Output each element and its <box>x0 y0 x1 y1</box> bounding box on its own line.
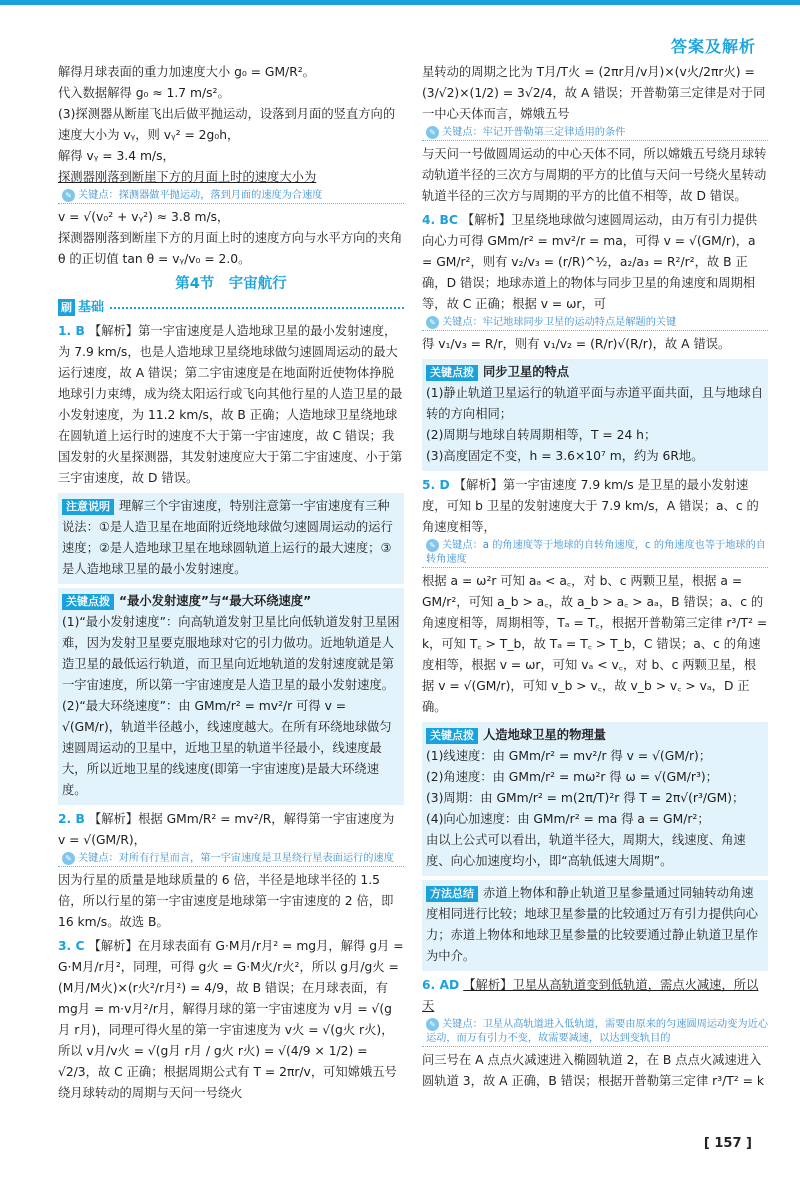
method-text: 赤道上物体和静止轨道卫星参量通过同轴转动角速度相同进行比较；地球卫星参量的比较通过万有引力提供向心力；赤道上物体和地球卫星参量的比较要通过静止轨道卫星作为中介。 <box>426 886 759 963</box>
note-tag: 注意说明 <box>62 499 114 515</box>
left-column <box>58 62 404 1104</box>
key-paragraph: (3)周期：由 GMm/r² = m(2π/T)²r 得 T = 2π√(r³/GM)； <box>426 791 745 805</box>
key-note-icon: ✎ <box>62 852 75 865</box>
text-line: 与天问一号做圆周运动的中心天体不同，所以嫦娥五号绕月球转动轨道半径的三次方与周期的平方的比值与天问一号绕火星转动轨道半径的三次方与周期的平方的比值不相等，故 D 错误。 <box>422 147 767 203</box>
answer-item <box>58 321 404 489</box>
page-number: [ 157 ] <box>703 1136 752 1151</box>
key-point-box <box>422 359 768 471</box>
method-summary-box <box>422 880 768 971</box>
key-point-box <box>58 588 404 805</box>
key-tag: 关键点拨 <box>426 728 478 744</box>
text-line: 解得月球表面的重力加速度大小 g₀ = GM/R²。 <box>58 65 315 79</box>
key-note: ✎ 关键点：探测器做平抛运动，落到月面的速度为合速度 <box>58 189 404 204</box>
answer-item <box>58 936 404 1104</box>
answer-text: 【解析】卫星绕地球做匀速圆周运动，由万有引力提供向心力可得 GMm/r² = mv²/r = ma，可得 v = √(GM/r)，a = GM/r²，则有 v₂/v₃ = (r/R)^½，a₂/a₃ = R²/r²，故 B 正确，D 错误；地球赤道上的物体与同步卫星的角速度和周期相等，故 C 正确；根据 v = ωr，可 <box>422 213 758 311</box>
answer-text: 【解析】第一宇宙速度 7.9 km/s 是卫星的最小发射速度，可知 b 卫星的发射速度大于 7.9 km/s，A 错误；a、c 的角速度相等， <box>422 478 759 534</box>
answer-item <box>58 809 404 851</box>
text-line: 代入数据解得 g₀ ≈ 1.7 m/s²。 <box>58 86 230 100</box>
key-point-box <box>422 722 768 876</box>
note-text: 理解三个宇宙速度，特别注意第一宇宙速度有三种说法：①是人造卫星在地面附近绕地球做匀速圆周运动的运行速度；②是人造地球卫星在地球圆轨道上运行的最大速度；③是人造地球卫星的最小发射速度。 <box>62 499 393 576</box>
subsection-title: 基础 <box>78 300 105 315</box>
question-number: 1. B <box>58 324 85 338</box>
text-line: (3)探测器从断崖飞出后做平抛运动，设落到月面的竖直方向的速度大小为 vᵧ，则 vᵧ² = 2g₀h， <box>58 107 396 142</box>
key-paragraph: (1)静止轨道卫星运行的轨道平面与赤道平面共面，且与地球自转的方向相同； <box>426 386 764 421</box>
key-note-icon: ✎ <box>426 1018 439 1031</box>
key-note: ✎ 关键点：牢记地球同步卫星的运动特点是解题的关键 <box>422 316 768 331</box>
answer-text: 因为行星的质量是地球质量的 6 倍，半径是地球半径的 1.5 倍，所以行星的第一宇宙速度是地球第一宇宙速度的 2 倍，即 16 km/s。故选 B。 <box>58 873 394 929</box>
key-paragraph: (3)高度固定不变，h = 3.6×10⁷ m，约为 6R地。 <box>426 449 704 463</box>
question-number: 5. D <box>422 478 450 492</box>
key-note-icon: ✎ <box>426 539 439 552</box>
key-note-icon: ✎ <box>426 316 439 329</box>
key-paragraph: (2)角速度：由 GMm/r² = mω²r 得 ω = √(GM/r³)； <box>426 770 718 784</box>
answer-text: 问三号在 A 点点火减速进入椭圆轨道 2，在 B 点点火减速进入圆轨道 3，故 A 正确，B 错误；根据开普勒第三定律 r³/T² = k <box>422 1053 764 1088</box>
question-number: 3. C <box>58 939 85 953</box>
answer-text: 【解析】第一宇宙速度是人造地球卫星的最小发射速度，为 7.9 km/s，也是人造地球卫星绕地球做匀速圆周运动的最大运行速度，故 A 错误；第二宇宙速度是在地面附近使物体挣脱地球引力束缚，成为绕太阳运行或飞向其他行星的人造卫星的最小发射速度，为 11.2 km/s，故 B 正确；人造地球卫星绕地球在圆轨道上运行时的速度不大于第一宇宙速度，故 C 错误；我国发射的火星探测器，其发射速度应大于第二宇宙速度、小于第三宇宙速度，故 D 错误。 <box>58 324 403 485</box>
key-tag: 关键点拨 <box>62 594 114 610</box>
key-note: ✎ 关键点：牢记开普勒第三定律适用的条件 <box>422 126 768 141</box>
section-title: 第4节 宇宙航行 <box>175 276 287 292</box>
key-title: “最小发射速度”与“最大环绕速度” <box>119 594 312 608</box>
text-line: 星转动的周期之比为 T月/T火 = (2πr月/v月)×(v火/2πr火) = (3/√2)×(1/2) = 3√2/4，故 A 错误；开普勒第三定律是对于同一中心天体而言，嫦娥五号 <box>422 65 766 121</box>
text-line: 解得 vᵧ = 3.4 m/s， <box>58 149 175 163</box>
key-paragraph: 由以上公式可以看出，轨道半径大，周期大，线速度、角速度、向心加速度均小，即“高轨低速大周期”。 <box>426 833 746 868</box>
answer-text: 【解析】在月球表面有 G·M月/r月² = mg月，解得 g月 = G·M月/r月²，同理，可得 g火 = G·M火/r火²，所以 g月/g火 = (M月/M火)×(r火²/r月²) = 4/9，故 B 错误；在月球表面，有 mg月 = m·v月²/r月，解得月球的第一宇宙速度为 v月 = √(g月 r月)，同理可得火星的第一宇宙速度为 v火 = √(g火 r火)，所以 v月/v火 = √(g月 r月 / g火 r火) = √(4/9 × 1/2) = √2/3，故 C 正确；根据周期公式有 T = 2πr/v，可知嫦娥五号绕月球转动的周期与天问一号绕火 <box>58 939 404 1100</box>
method-tag: 方法总结 <box>426 886 478 902</box>
text-line: 探测器刚落到断崖下方的月面上时的速度大小为 <box>58 170 317 184</box>
text-line: 探测器刚落到断崖下方的月面上时的速度方向与水平方向的夹角 θ 的正切值 tan θ = vᵧ/v₀ = 2.0。 <box>58 231 403 266</box>
key-note: ✎ 关键点：a 的角速度等于地球的自转角速度，c 的角速度也等于地球的自转角速度 <box>422 539 768 568</box>
key-title: 人造地球卫星的物理量 <box>483 728 606 742</box>
header-title: 答案及解析 <box>670 37 756 56</box>
question-number: 6. AD <box>422 978 460 992</box>
answer-item <box>422 975 768 1017</box>
key-tag: 关键点拨 <box>426 365 478 381</box>
key-note: ✎ 关键点：对所有行星而言，第一宇宙速度是卫星绕行星表面运行的速度 <box>58 852 404 867</box>
key-paragraph: (4)向心加速度：由 GMm/r² = ma 得 a = GM/r²； <box>426 812 710 826</box>
text-line: v = √(v₀² + vᵧ²) ≈ 3.8 m/s， <box>58 210 230 224</box>
key-note-icon: ✎ <box>62 189 75 202</box>
question-number: 4. BC <box>422 213 458 227</box>
answer-item <box>422 210 768 315</box>
subsection-header <box>58 297 404 318</box>
key-paragraph: (1)“最小发射速度”：向高轨道发射卫星比向低轨道发射卫星困难，因为发射卫星要克服地球对它的引力做功。近地轨道是人造卫星的最低运行轨道，而卫星向近地轨道的发射速度就是第一宇宙速度，所以第一宇宙速度是人造卫星的最小发射速度。 <box>62 615 400 692</box>
answer-text: 得 v₁/v₃ = R/r，则有 v₁/v₂ = (R/r)√(R/r)，故 A 错误。 <box>422 337 731 351</box>
key-paragraph: (1)线速度：由 GMm/r² = mv²/r 得 v = √(GM/r)； <box>426 749 712 763</box>
answer-text: 【解析】根据 GMm/R² = mv²/R，解得第一宇宙速度为 v = √(GM/R)， <box>58 812 395 847</box>
subsection-divider <box>110 307 404 309</box>
key-paragraph: (2)周期与地球自转周期相等，T = 24 h； <box>426 428 657 442</box>
note-box <box>58 493 404 584</box>
right-column <box>422 62 768 1092</box>
answer-text: 根据 a = ω²r 可知 aₐ < a꜀，对 b、c 两颗卫星，根据 a = GM/r²，可知 a_b > a꜀，故 a_b > a꜀ > aₐ，B 错误；a、c 的角速度相等，周期相等，Tₐ = T꜀，根据开普勒第三定律 r³/T² = k，可知 T꜀ > T_b，故 Tₐ = T꜀ > T_b，C 错误；a、c 的角速度相等，根据 v = ωr，可知 vₐ < v꜀，对 b、c 两颗卫星，根据 v = √(GM/r)，可知 v_b > v꜀，故 v_b > v꜀ > vₐ，D 正确。 <box>422 574 768 714</box>
answer-text: 【解析】卫星从高轨道变到低轨道，需点火减速，所以天 <box>422 978 759 1013</box>
key-note: ✎ 关键点：卫星从高轨道进入低轨道，需要由原来的匀速圆周运动变为近心运动，而万有引力不变，故需要减速，以达到变轨目的 <box>422 1018 768 1047</box>
question-number: 2. B <box>58 812 85 826</box>
answer-item <box>422 475 768 538</box>
key-paragraph: (2)“最大环绕速度”：由 GMm/r² = mv²/r 可得 v = √(GM/r)，轨道半径越小，线速度越大。在所有环绕地球做匀速圆周运动的卫星中，近地卫星的轨道半径最小，线速度最大，所以近地卫星的线速度(即第一宇宙速度)是最大环绕速度。 <box>62 699 392 797</box>
header-bar <box>0 0 800 5</box>
key-title: 同步卫星的特点 <box>483 365 570 379</box>
subsection-badge: 刷 <box>58 299 75 316</box>
key-note-icon: ✎ <box>426 126 439 139</box>
